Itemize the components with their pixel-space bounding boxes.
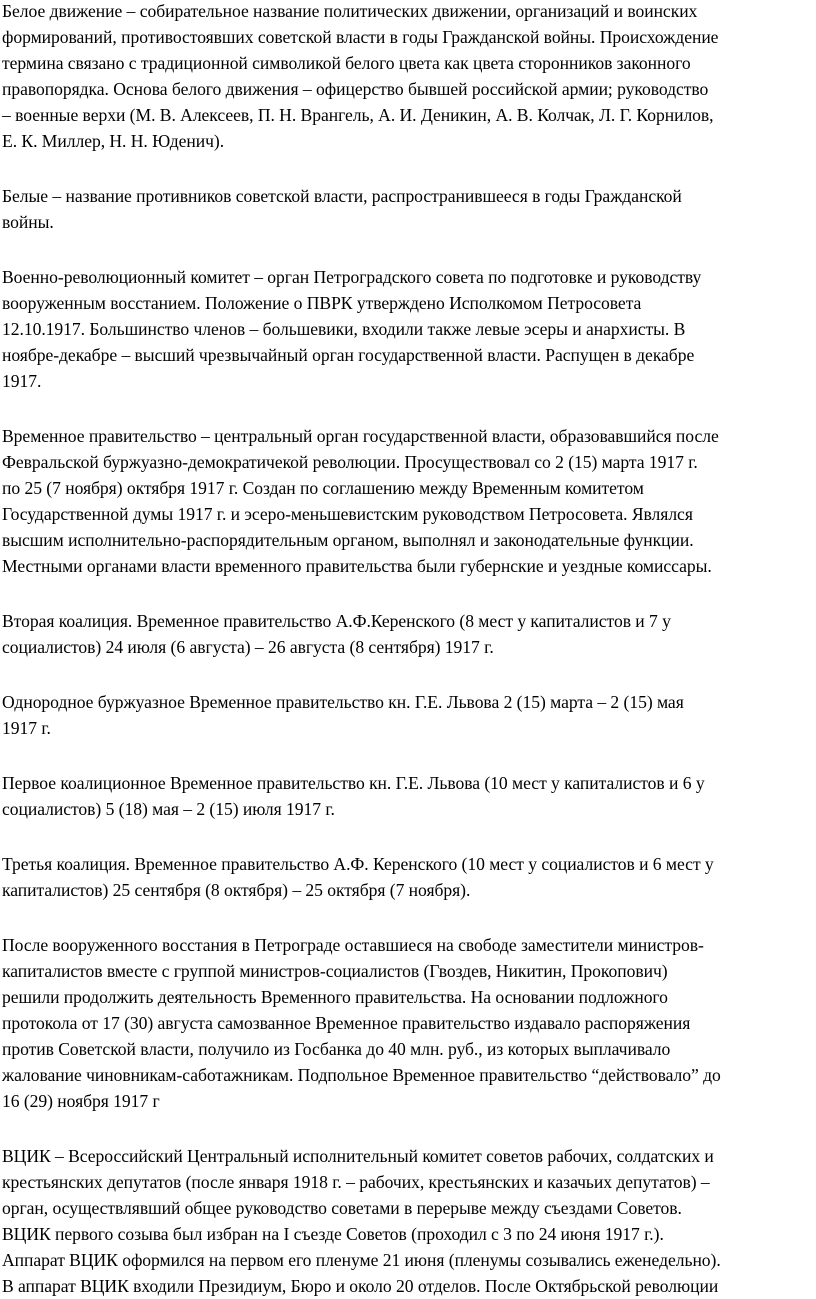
paragraph-white-movement: Белое движение – собирательное название политических движении, организаций и воинских формирований, противостоявших советской власти в годы Гражданской войны. Происхождение термина связано с традиционной символикой белого цвета как цвета сторонников законного правопорядка. Основа белого движения – офицерство бывшей российской армии; руководство – военные верхи (М. В. Алексеев, П. Н. Врангель, А. И. Деникин, А. В. Колчак, Л. Г. Корнилов, Е. К. Миллер, Н. Н. Юденич). (2, 1, 719, 151)
paragraph-homogeneous-bourgeois-government: Однородное буржуазное Временное правительство кн. Г.Е. Львова 2 (15) марта – 2 (15) мая 1917 г. (2, 692, 684, 738)
paragraph-second-coalition: Вторая коалиция. Временное правительство А.Ф.Керенского (8 мест у капиталистов и 7 у социалистов) 24 июля (6 августа) – 26 августа (8 сентября) 1917 г. (2, 611, 671, 657)
paragraph-third-coalition: Третья коалиция. Временное правительство А.Ф. Керенского (10 мест у социалистов и 6 мест у капиталистов) 25 сентября (8 октября) – 25 октября (7 ноября). (2, 854, 714, 900)
paragraph-vtsik: ВЦИК – Всероссийский Центральный исполнительный комитет советов рабочих, солдатских и крестьянских депутатов (после января 1918 г. – рабочих, крестьянских и казачьих депутатов) – орган, осуществлявший общее руководство советами в перерыве между съездами Советов. ВЦИК первого созыва был избран на I съезде Советов (проходил с 3 по 24 июня 1917 г.). Аппарат ВЦИК оформился на первом его пленуме 21 июня (пленумы созывались еженедельно). В аппарат ВЦИК входили Президиум, Бюро и около 20 отделов. После Октябрьской революции (2, 1146, 721, 1296)
paragraph-underground-government: После вооруженного восстания в Петрограде оставшиеся на свободе заместители министров- капиталистов вместе с группой министров-социалистов (Гвоздев, Никитин, Прокопович) решили продолжить деятельность Временного правительства. На основании подложного протокола от 17 (30) августа самозванное Временное правительство издавало распоряжения против Советской власти, получило из Госбанка до 40 млн. руб., из которых выплачивало жалование чиновникам-саботажникам. Подпольное Временное правительство “действовало” до 16 (29) ноября 1917 г (2, 935, 721, 1111)
paragraph-first-coalition: Первое коалиционное Временное правительство кн. Г.Е. Львова (10 мест у капиталистов и 6 у социалистов) 5 (18) мая – 2 (15) июля 1917 г. (2, 773, 705, 819)
paragraph-military-revolutionary-committee: Военно-революционный комитет – орган Петроградского совета по подготовке и руководству вооруженным восстанием. Положение о ПВРК утверждено Исполкомом Петросовета 12.10.1917. Большинство членов – большевики, входили также левые эсеры и анархисты. В ноябре-декабре – высший чрезвычайный орган государственной власти. Распущен в декабре 1917. (2, 267, 702, 391)
paragraph-provisional-government: Временное правительство – центральный орган государственной власти, образовавшийся после Февральской буржуазно-демократичекой революции. Просуществовал со 2 (15) марта 1917 г. по 25 (7 ноября) октября 1917 г. Создан по соглашению между Временным комитетом Государственной думы 1917 г. и эсеро-меньшевистским руководством Петросовета. Являлся высшим исполнительно-распорядительным органом, выполнял и законодательные функции. Местными органами власти временного правительства были губернские и уездные комиссары. (2, 426, 719, 576)
paragraph-whites: Белые – название противников советской власти, распространившееся в годы Гражданской войны. (2, 186, 682, 232)
